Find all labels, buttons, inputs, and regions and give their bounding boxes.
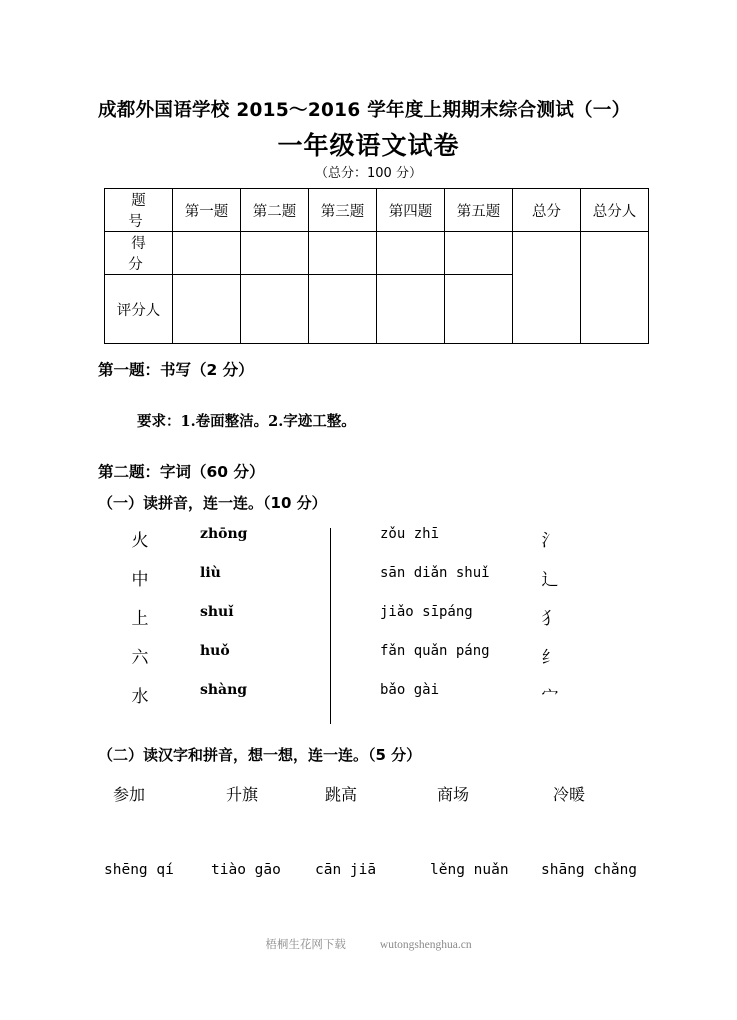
- word-item[interactable]: 升旗: [226, 785, 259, 804]
- question-2-part-2-heading: （二）读汉字和拼音，想一想，连一连。（5 分）: [98, 746, 422, 764]
- question-1-heading: 第一题：书写（2 分）: [98, 361, 254, 379]
- word-item[interactable]: 参加: [113, 785, 146, 804]
- word-matching-pinyin-row: [0, 862, 737, 888]
- grader-cell-q5[interactable]: [445, 275, 513, 344]
- matching-left-pinyin[interactable]: zhōng: [200, 526, 248, 542]
- word-item[interactable]: 冷暖: [553, 785, 586, 804]
- grader-cell-q2[interactable]: [241, 275, 309, 344]
- matching-left-pinyin[interactable]: shàng: [200, 682, 248, 698]
- matching-row: [0, 565, 737, 605]
- score-cell-q4[interactable]: [377, 232, 445, 275]
- matching-left-char[interactable]: 水: [131, 687, 149, 707]
- pinyin-item[interactable]: tiào gāo: [211, 862, 281, 878]
- matching-left-pinyin[interactable]: huǒ: [200, 643, 230, 659]
- matching-right-radical[interactable]: 辶: [541, 570, 559, 590]
- matching-right-radical[interactable]: 纟: [541, 648, 559, 668]
- matching-row: [0, 526, 737, 566]
- footer-site-name: 梧桐生花网下载: [265, 937, 346, 951]
- footer-site-url: wutongshenghua.cn: [379, 939, 472, 951]
- grader-cell-q1[interactable]: [173, 275, 241, 344]
- matching-right-pinyin[interactable]: zǒu zhī: [380, 526, 440, 542]
- table-header-total-score: 总分: [513, 189, 581, 232]
- word-item[interactable]: 商场: [437, 785, 470, 804]
- question-2-part-1-heading: （一）读拼音，连一连。（10 分）: [98, 494, 327, 512]
- page-title-school-line: 成都外国语学校 2015～2016 学年度上期期末综合测试（一）: [98, 100, 631, 121]
- table-header-q2: 第二题: [241, 189, 309, 232]
- score-cell-total-score[interactable]: [513, 232, 581, 344]
- table-header-q3: 第三题: [309, 189, 377, 232]
- score-cell-q3[interactable]: [309, 232, 377, 275]
- pinyin-matching-exercise: [0, 526, 737, 726]
- page-footer: [0, 936, 737, 952]
- pinyin-item[interactable]: shāng chǎng: [541, 862, 638, 878]
- table-header-q5: 第五题: [445, 189, 513, 232]
- grader-cell-q3[interactable]: [309, 275, 377, 344]
- matching-left-pinyin[interactable]: shuǐ: [200, 604, 234, 620]
- matching-right-pinyin[interactable]: sān diǎn shuǐ: [380, 565, 490, 581]
- matching-left-char[interactable]: 六: [131, 648, 149, 668]
- page-title-subject: 一年级语文试卷: [277, 131, 460, 160]
- table-header-question-number: 题 号: [105, 189, 173, 232]
- matching-left-pinyin[interactable]: liù: [200, 565, 221, 581]
- matching-left-char[interactable]: 火: [131, 531, 149, 551]
- score-summary-table: [104, 188, 649, 344]
- matching-right-radical[interactable]: 犭: [541, 609, 559, 629]
- matching-right-pinyin[interactable]: fǎn quǎn páng: [380, 643, 490, 659]
- question-2-heading: 第二题：字词（60 分）: [98, 463, 265, 481]
- grader-cell-q4[interactable]: [377, 275, 445, 344]
- matching-left-char[interactable]: 中: [131, 570, 149, 590]
- table-header-q1: 第一题: [173, 189, 241, 232]
- matching-right-pinyin[interactable]: bǎo gài: [380, 682, 440, 698]
- page-total-score-note: （总分：100 分）: [315, 166, 422, 181]
- pinyin-item[interactable]: shēng qí: [104, 862, 174, 878]
- score-cell-q1[interactable]: [173, 232, 241, 275]
- score-cell-total-grader[interactable]: [581, 232, 649, 344]
- table-row-header: [105, 189, 649, 232]
- pinyin-item[interactable]: lěng nuǎn: [430, 862, 509, 878]
- matching-row: [0, 682, 737, 722]
- score-cell-q2[interactable]: [241, 232, 309, 275]
- matching-left-char[interactable]: 上: [131, 609, 149, 629]
- matching-row: [0, 604, 737, 644]
- matching-right-radical[interactable]: 宀: [541, 687, 559, 707]
- table-row-label-score: 得 分: [105, 232, 173, 275]
- word-matching-words-row: [0, 782, 737, 808]
- matching-right-pinyin[interactable]: jiǎo sīpáng: [380, 604, 473, 620]
- word-item[interactable]: 跳高: [325, 785, 358, 804]
- table-row-score: [105, 232, 649, 275]
- question-1-requirement: 要求：1.卷面整洁。2.字迹工整。: [137, 413, 356, 430]
- pinyin-item[interactable]: cān jiā: [315, 862, 377, 878]
- matching-right-radical[interactable]: 氵: [541, 531, 559, 551]
- score-cell-q5[interactable]: [445, 232, 513, 275]
- table-row-label-grader: 评分人: [105, 275, 173, 344]
- matching-row: [0, 643, 737, 683]
- table-header-q4: 第四题: [377, 189, 445, 232]
- table-header-total-grader: 总分人: [581, 189, 649, 232]
